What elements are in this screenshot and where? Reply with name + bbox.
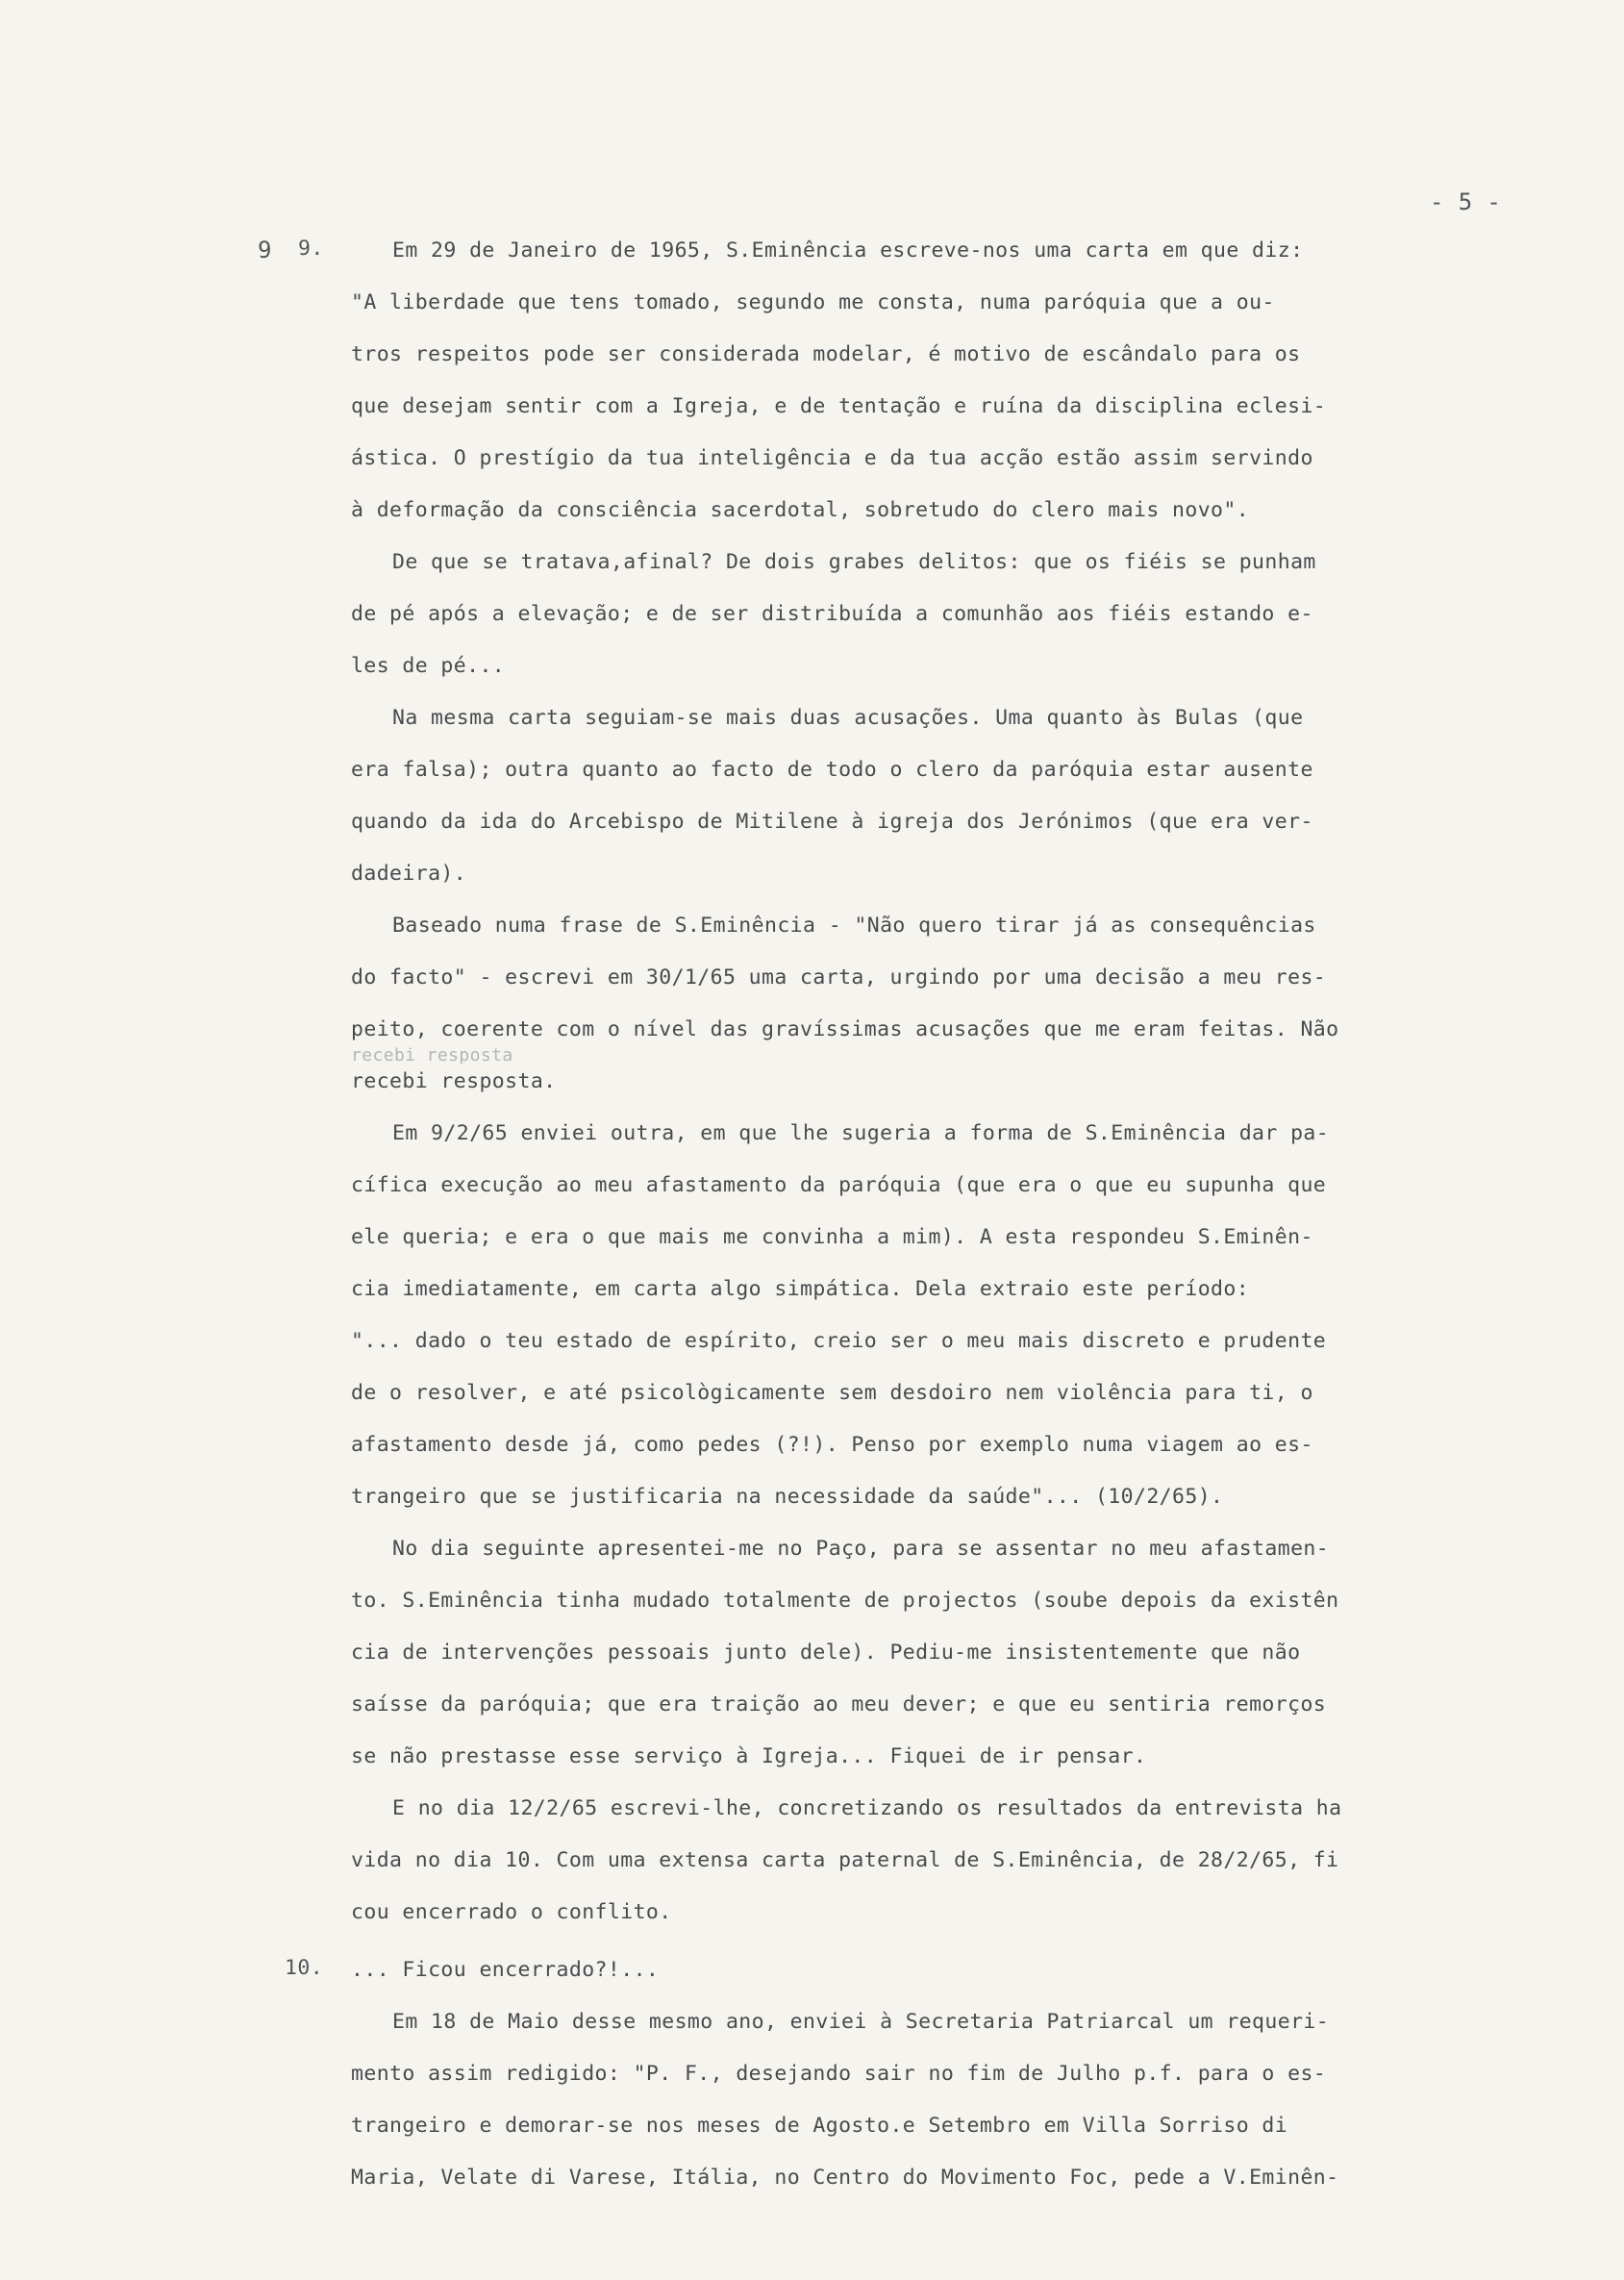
text-line: peito, coerente com o nível das gravíssimas acusações que me eram feitas. Não bbox=[351, 1017, 1339, 1041]
text-line: ... Ficou encerrado?!... bbox=[351, 1958, 660, 1982]
text-line: Em 18 de Maio desse mesmo ano, enviei à Secretaria Patriarcal um requeri- bbox=[392, 2010, 1330, 2034]
text-line: do facto" - escrevi em 30/1/65 uma carta, urgindo por uma decisão a meu res- bbox=[351, 965, 1327, 990]
text-line: cia imediatamente, em carta algo simpática. Dela extraio este período: bbox=[351, 1277, 1250, 1301]
text-line: trangeiro e demorar-se nos meses de Agosto.e Setembro em Villa Sorriso di bbox=[351, 2114, 1288, 2138]
text-line: cífica execução ao meu afastamento da paróquia (que era o que eu supunha que bbox=[351, 1173, 1327, 1197]
text-line: saísse da paróquia; que era traição ao meu dever; e que eu sentiria remorços bbox=[351, 1692, 1327, 1716]
text-line: era falsa); outra quanto ao facto de todo o clero da paróquia estar ausente bbox=[351, 758, 1313, 782]
text-line: No dia seguinte apresentei-me no Paço, para se assentar no meu afastamen- bbox=[392, 1537, 1330, 1561]
text-line: ástica. O prestígio da tua inteligência e da tua acção estão assim servindo bbox=[351, 446, 1313, 470]
text-line: cia de intervenções pessoais junto dele). Pediu-me insistentemente que não bbox=[351, 1641, 1301, 1665]
text-line: Baseado numa frase de S.Eminência - "Não quero tirar já as consequências bbox=[392, 914, 1316, 938]
page-number: - 5 - bbox=[1430, 188, 1502, 215]
text-line: à deformação da consciência sacerdotal, sobretudo do clero mais novo". bbox=[351, 498, 1250, 522]
text-line: E no dia 12/2/65 escrevi-lhe, concretizando os resultados da entrevista ha bbox=[392, 1796, 1342, 1820]
text-line: Em 9/2/65 enviei outra, em que lhe sugeria a forma de S.Eminência dar pa- bbox=[392, 1121, 1330, 1145]
text-line: "... dado o teu estado de espírito, creio ser o meu mais discreto e prudente bbox=[351, 1329, 1327, 1353]
text-line: De que se tratava,afinal? De dois grabes delitos: que os fiéis se punham bbox=[392, 550, 1316, 574]
text-line: vida no dia 10. Com uma extensa carta paternal de S.Eminência, de 28/2/65, fi bbox=[351, 1848, 1339, 1872]
text-line: recebi resposta. bbox=[351, 1069, 557, 1093]
text-line: de pé após a elevação; e de ser distribuída a comunhão aos fiéis estando e- bbox=[351, 602, 1313, 626]
text-line: trangeiro que se justificaria na necessidade da saúde"... (10/2/65). bbox=[351, 1485, 1224, 1509]
text-line: mento assim redigido: "P. F., desejando sair no fim de Julho p.f. para o es- bbox=[351, 2062, 1327, 2086]
text-line: cou encerrado o conflito. bbox=[351, 1900, 672, 1924]
text-line: que desejam sentir com a Igreja, e de tentação e ruína da disciplina eclesi- bbox=[351, 394, 1327, 418]
text-line: les de pé... bbox=[351, 654, 506, 678]
text-line: quando da ida do Arcebispo de Mitilene à igreja dos Jerónimos (que era ver- bbox=[351, 810, 1313, 834]
text-line: tros respeitos pode ser considerada modelar, é motivo de escândalo para os bbox=[351, 342, 1301, 366]
text-line: dadeira). bbox=[351, 862, 467, 886]
text-line: to. S.Eminência tinha mudado totalmente de projectos (soube depois da existên bbox=[351, 1589, 1339, 1613]
text-line: ele queria; e era o que mais me convinha a mim). A esta respondeu S.Eminên- bbox=[351, 1225, 1313, 1249]
margin-annotation: 9 bbox=[258, 237, 272, 263]
text-line: se não prestasse esse serviço à Igreja... Fiquei de ir pensar. bbox=[351, 1744, 1147, 1768]
text-line: Na mesma carta seguiam-se mais duas acusações. Uma quanto às Bulas (que bbox=[392, 706, 1304, 730]
section-number-10: 10. bbox=[285, 1956, 324, 1980]
text-line: afastamento desde já, como pedes (?!). Penso por exemplo numa viagem ao es- bbox=[351, 1433, 1313, 1457]
text-line: de o resolver, e até psicològicamente sem desdoiro nem violência para ti, o bbox=[351, 1381, 1313, 1405]
text-line: "A liberdade que tens tomado, segundo me consta, numa paróquia que a ou- bbox=[351, 290, 1275, 314]
text-line: Em 29 de Janeiro de 1965, S.Eminência escreve-nos uma carta em que diz: bbox=[392, 238, 1304, 263]
section-number-9: 9. bbox=[298, 237, 324, 261]
text-line: Maria, Velate di Varese, Itália, no Centro do Movimento Foc, pede a V.Eminên- bbox=[351, 2166, 1339, 2190]
ghost-overstrike-text: recebi resposta bbox=[351, 1045, 513, 1065]
